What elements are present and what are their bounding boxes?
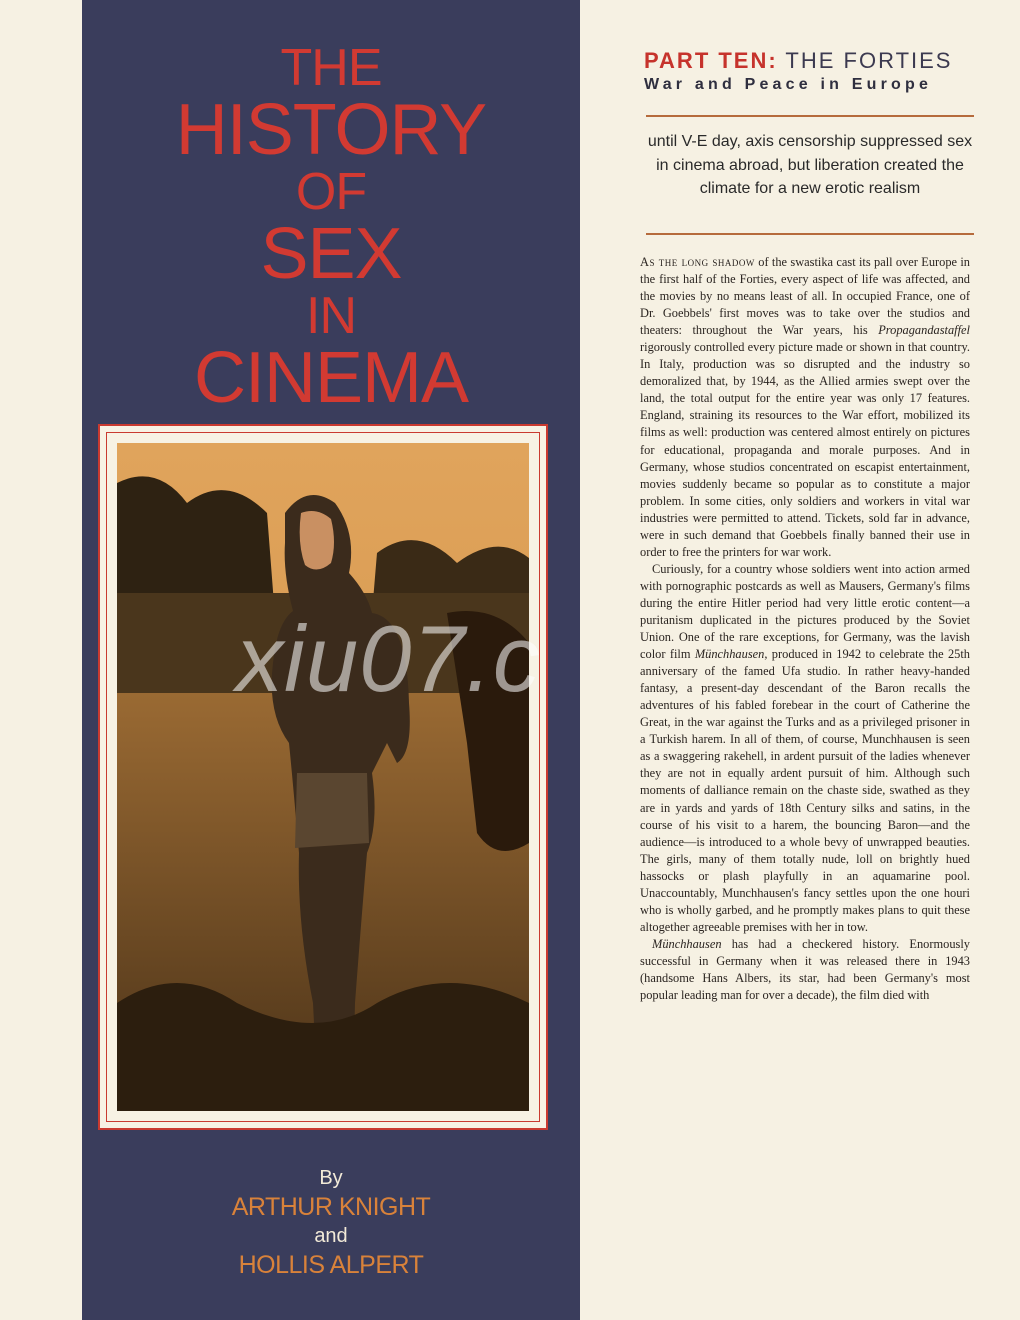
body-text-span: has had a checkered history. Enormously successful in Germany when it was released there in 1943 (handsome Hans Albers, its star, had been Germany's most popular leading man for over a decade), the film died with — [640, 936, 970, 1003]
body-italic-title: Münchhausen — [652, 936, 722, 951]
byline — [82, 1164, 580, 1280]
body-paragraph — [640, 561, 970, 936]
divider-bottom — [646, 233, 974, 235]
watermark-text: xiu07.c — [236, 606, 541, 711]
title-line-the: THE — [280, 39, 382, 97]
article-column — [634, 0, 974, 1320]
title-line-sex: SEX — [260, 214, 402, 294]
article-body — [640, 254, 970, 1004]
body-text-span: , produced in 1942 to celebrate the 25th anniversary of the famed Ufa studio. In rather heavy-handed fantasy, a present-day descendant of the Baron recalls the adventures of his fabled forebear in the court of Catherine the Great, in the war against the Turks and as a privileged prisoner in a Turkish harem. In all of them, of course, Munchhausen is seen as a swaggering rakehell, in ardent pursuit of the ladies whenever they are not in equally ardent pursuit of him. Although such moments of dalliance remain on the chaste side, swathed as they are in yards and yards of 18th Century silks and satins, in the course of his visit to a harem, the bouncing Baron—and the audience—is introduced to a whole bevy of unwrapped beauties. The girls, many of them totally nude, loll on brightly hued hassocks or plash playfully in an aquamarine pool. Unaccountably, Munchhausen's fancy settles upon the one houri who is wholly garbed, and he promptly makes plans to quit these altogether agreeable premises with her in tow. — [640, 647, 970, 934]
author-name-2: HOLLIS ALPERT — [238, 1251, 424, 1279]
photo-illustration — [117, 443, 529, 1111]
title-line-of: OF — [295, 163, 367, 221]
byline-by: By — [319, 1167, 343, 1189]
article-title — [82, 39, 580, 418]
byline-and: and — [314, 1225, 348, 1247]
author-name-1: ARTHUR KNIGHT — [231, 1193, 431, 1221]
body-paragraph — [640, 254, 970, 561]
part-label: PART TEN: — [644, 48, 778, 73]
body-italic-title: Münchhausen — [694, 647, 765, 662]
divider-top — [646, 115, 974, 117]
woman-in-field-photo — [117, 443, 529, 1111]
body-italic-title: Propagandastaffel — [878, 323, 970, 338]
body-text-span: Curiously, for a country whose soldiers went into action armed with pornographic postcards as well as Mausers, Germany's films during the entire Hitler period had very little erotic content—a puritanism duplicated in the pictures produced by the Soviet Union. One of the rare exceptions, for Germany, was the lavish color film — [640, 561, 970, 662]
body-text-span: of the swastika cast its pall over Europe in the first half of the Forties, every aspect of life was affected, and the movies by no means least of all. In occupied France, one of Dr. Goebbels' first moves was to take over the studios and theaters: throughout the War years, his — [640, 255, 970, 338]
part-subtitle: War and Peace in Europe — [644, 76, 933, 93]
title-line-history: HISTORY — [175, 90, 487, 170]
part-heading — [644, 48, 974, 74]
body-paragraph — [640, 936, 970, 1004]
title-line-in: IN — [306, 287, 356, 345]
body-lead-in: As the long shadow — [640, 255, 755, 269]
body-text-span: rigorously controlled every picture made or shown in that country. In Italy, production was so disrupted and the industry so demoralized that, by 1944, as the Allied armies swept over the land, the total output for the entire year was only 17 features. England, straining its resources to the War effort, mobilized its films as well: production was centered almost entirely on pictures for educational, propaganda and morale purposes. And in Germany, whose studios concentrated on escapist entertainment, movies suddenly became so popular as to constitute a major problem. In some cities, only soldiers and workers in vital war industries were permitted to attend. Tickets, sold far in advance, were in such demand that Goebbels finally banned their use in order to free the printers for war work. — [640, 340, 970, 559]
title-line-cinema: CINEMA — [193, 338, 469, 418]
part-title: THE FORTIES — [785, 48, 953, 73]
article-deck: until V-E day, axis censorship suppressed sex in cinema abroad, but liberation created the climate for a new erotic realism — [647, 133, 973, 197]
photo-frame — [98, 424, 548, 1130]
